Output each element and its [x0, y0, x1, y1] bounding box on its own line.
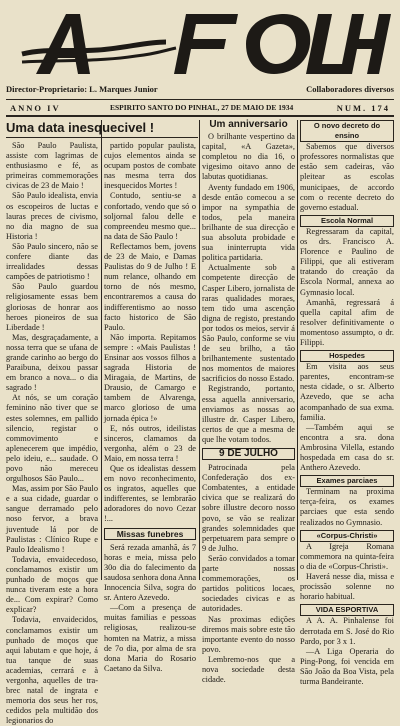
dateline-rule: [6, 115, 394, 117]
paragraph: São Paulo idealista, envia os escopeiros de luctas e lauras preces de civismo, no dia magno de sua Historia !: [6, 191, 98, 241]
paragraph: Lembremo-nos que a nova sociedade desta cidade.: [202, 654, 295, 685]
guests-heading: Hospedes: [300, 350, 394, 362]
paragraph: Patrocinada pela Confederação dos ex-Combatentes, a entidade civica que se realizará do sobre illustre decoro nosso povo, se vão se realizar grandes solemnidades que perpetuarem para sempre o 9 de Julho.: [202, 463, 295, 553]
paragraph: São Paulo guardou religiosamente essas bem gloriosas de honrar aos heroes pioneiros de sua Liberdade !: [6, 282, 98, 332]
paragraph: Nas proximas edições diremos mais sobre este tão importante evento do nosso povo.: [202, 614, 295, 654]
paragraph: Em visita aos seus parentes, encontram-se nesta cidade, o sr. Alberto Azevedo, que se acha acompanhado de sua exma. familia.: [300, 362, 394, 422]
column-divider: [199, 120, 200, 580]
paragraph: Terminam na proxima terça-feira, os exames parciaes que esta sendo realizados no Gymnasio.: [300, 487, 394, 527]
paragraph: Será rezada amanhã, ás 7 horas e meia, missa pelo 30o dia do falecimento da saudosa senhora dona Anna Innocencia Silva, sogra do sr. Antero Azevedo.: [104, 542, 196, 603]
masthead: [0, 0, 400, 95]
paragraph: Reflectamos bem, jovens de 23 de Maio, e Damas Paulistas do 9 de Julho ! E num relance, olhando em torno de nós mesmo, encontraremos a causa do indifferentismo ao nosso facto historico de São Paulo.: [104, 241, 196, 332]
paragraph: Mas, desgraçadamente, a nossa terra que se ufana de grande carinho ao bergo do Paraibuna, deixou passar em branco a nova... o dia sagrado !: [6, 332, 98, 393]
paragraph: Aventy fundado em 1906, desde então comecou a se impor na sympathia de todos, pela maneira brilhante de sua direcção e sua absoluta probidade e sua ininterrupta vida politica partidaria.: [202, 182, 295, 263]
paragraph: Todavia, envaidecedoso, conclamamos existir um punhado de moços que nunca tiveram este a hora de... Com expirar? Como explicar?: [6, 554, 98, 615]
director-line: Director-Proprietario: L. Marques Junior: [6, 84, 158, 94]
paragraph: —Também aqui se encontra a sra. dona Ambrosina Vilella, estando hospedada em casa do sr. Anthero Azevedo.: [300, 422, 394, 473]
column-3: [202, 119, 295, 685]
collaborators-line: Collaboradores diversos: [306, 84, 394, 94]
column-divider: [297, 120, 298, 580]
paragraph: Não importa. Repitamos sempre : «Mais Paulistas ! Ensinar aos vossos filhos a sagrada Historia de Miragaia, de Martins, de Drausio, de Camargo e tambem de Alvarenga, marco glorioso de uma jornada épica !»: [104, 332, 196, 423]
paragraph: —Com a presença de muitas familias e pessoas religiosas, realizou-se homten na Matriz, a missa de 7o dia, por alma de sra dona Maria do Rosario Caetano da Silva.: [104, 603, 196, 673]
decree-heading: O novo decreto do ensino: [300, 120, 394, 142]
paragraph: Actualmente sob a competente direcção de Casper Libero, jornalista de raras qualidades moraes, tem tido uma ascenção digna de registo, prestando por todos os meios, servir á São Paulo, conforme se viu de seu brilho, a tão brilhantemente sustentado nos momentos de maiores sacrificios do nosso Estado.: [202, 263, 295, 384]
paragraph: São Paulo Paulista, assiste com lagrimas de enthusiasmo e fé, as primeiras commemorações civicas de 23 de Maio !: [6, 141, 98, 191]
paragraph: Que os idealistas dessem em novo reconhecimento, os ingratos, aquelles que indifferentes, se lembrarão adoradores do novo Cezar !...: [104, 464, 196, 524]
paragraph: São Paulo sincero, não se confere diante das irrealidades dessas campões de patriotismo !: [6, 241, 98, 282]
paragraph: —A Liga Operaria do Ping-Pong, foi vencida em São João da Boa Vista, pela turma Bandeirante.: [300, 646, 394, 686]
paragraph: Mas, assim por São Paulo e a sua cidade, guardar o sangue derramado pelo noso fervor, a brava juventude lá por de Paulistas : Clínico Rupe e Paulo Idealismo !: [6, 484, 98, 554]
missas-heading: Missas funebres: [104, 528, 196, 540]
paragraph: O brilhante vespertino da capital, «A Gazeta», completou no dia 16, o vigesimo oitavo anno de labutas quotidianas.: [202, 132, 295, 182]
column-4: [300, 120, 394, 686]
anniversary-heading: Um anniversario: [209, 119, 288, 130]
paragraph: Contudo, sentiu-se a confortado, vendo que só o soljornal falou delle e compreendeu mesmo que... na data de São Paulo !: [104, 191, 196, 241]
paragraph: Registrando, portanto, essa aquella anniversario, enviamos as nossas ao illustre dr. Casper Libero, certos de que a mesma de que lhe votam todos.: [202, 384, 295, 444]
paragraph: A A. A. Pinhalense foi derrotada em S. José do Rio Pardo, por 3 x 1.: [300, 616, 394, 646]
masthead-title: A FOLHA: [201, 82, 206, 83]
top-rule: [6, 99, 394, 100]
paragraph: E, nós outros, ideilistas sinceros, clamamos da vergonha, além o 23 de Maio, em nossa terra !: [104, 423, 196, 463]
exams-heading: Exames parciaes: [300, 475, 394, 487]
paragraph: Haverá nesse dia, missa e procissão solenne no horario habitual.: [300, 572, 394, 602]
sports-heading: VIDA ESPORTIVA: [300, 604, 394, 616]
paragraph: Amanhã, regressará á quella capital afim de resolver definitivamente o momentoso assumpto, o dr. Filippi.: [300, 297, 394, 347]
column-1: [6, 141, 98, 726]
paragraph: partido popular paulista, cujos elementos ainda se ocupam postos de combate nas mesma terra dos inesquecidos Mortes !: [104, 141, 196, 191]
column-2: [104, 141, 196, 673]
corpus-christi-heading: «Corpus-Christi»: [300, 530, 394, 542]
paragraph: Regressaram da capital, os drs. Francisco A. Florence e Paulino de Filippi, que ali estiveram tratando do creação da Escola Normal, annexa ao Gymnasio local.: [300, 226, 394, 297]
paragraph: Sabemos que diversos professores normalistas que estão sem cadeiras, vão pleitear as escolas municipaes, de accordo com o recente decreto do governo estadual.: [300, 142, 394, 212]
normal-school-heading: Escola Normal: [300, 215, 394, 227]
column-divider: [101, 120, 102, 580]
lead-article: [6, 120, 198, 138]
july-heading: 9 DE JULHO: [202, 448, 295, 460]
place-date: ESPIRITO SANTO DO PINHAL, 27 DE MAIO DE 1934: [110, 103, 294, 112]
lead-headline: Uma data inesquecivel !: [6, 120, 198, 138]
num-label: NUM. 174: [336, 103, 390, 113]
paragraph: At nós, se um coração feminino não tiver que se estes solemnes, em pallido silencio, registar o commovimento e aplenecerem que impédio, pelo ideiu, e... saudade. O povo não mereceu orgulhosos São Paulo...: [6, 393, 98, 484]
paragraph: A Igreja Romana commemora na quinta-feira o dia de «Corpus-Christi».: [300, 541, 394, 571]
paragraph: Todavia, envaidecidos, conclamamos existir um punhado de moços que aqui labutam e que hoje, á tua tanque de suas academias, cerrará e à vergonha, aquelles de tra-brec natal de ingrata e memoria dos seus her ros, cedidos pela multidão dos legionarios do: [6, 615, 98, 726]
anno-label: ANNO IV: [10, 103, 61, 113]
paragraph: Serão convidados a tomar parte nossas commemorações, os partidos politicos locaes, sociedades civicas e as autoridades.: [202, 553, 295, 614]
masthead-logo: [6, 4, 394, 84]
